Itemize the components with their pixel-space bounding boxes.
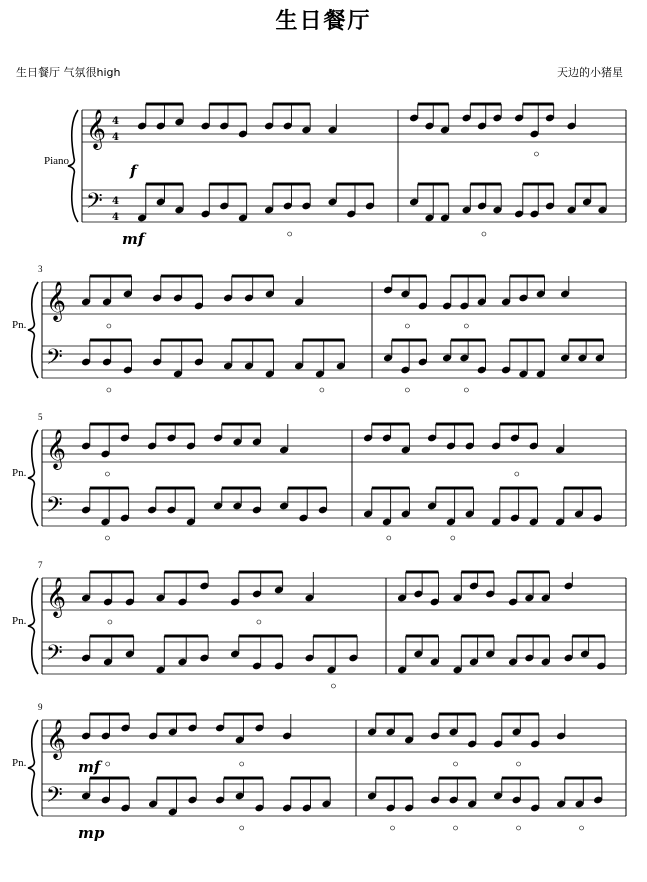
treble-clef-icon: 𝄞	[46, 577, 67, 617]
time-signature-bottom: 4	[112, 212, 119, 223]
grace-marker	[105, 536, 109, 540]
grace-marker	[107, 324, 111, 328]
dynamic-marking: mp	[78, 824, 105, 842]
grace-marker	[240, 826, 244, 830]
bass-clef-icon: 𝄢	[86, 189, 103, 219]
brace-icon	[28, 578, 38, 674]
grace-marker	[107, 388, 111, 392]
brace-icon	[28, 282, 38, 378]
grace-marker	[464, 324, 468, 328]
instrument-label: Pn.	[12, 319, 27, 331]
brace-icon	[68, 110, 78, 222]
system-2	[28, 276, 626, 392]
treble-clef-icon: 𝄞	[46, 429, 67, 469]
grace-marker	[454, 762, 458, 766]
instrument-label: Pn.	[12, 467, 27, 479]
grace-marker	[517, 762, 521, 766]
treble-clef-icon: 𝄞	[46, 281, 67, 321]
bass-clef-icon: 𝄢	[46, 493, 63, 523]
dynamic-marking: f	[130, 162, 137, 180]
dynamic-marking: mf	[78, 758, 101, 776]
composer: 天边的小猪星	[557, 66, 623, 79]
grace-marker	[106, 762, 110, 766]
measure-number: 3	[38, 264, 43, 274]
treble-clef-icon: 𝄞	[46, 719, 67, 759]
bass-clef-icon: 𝄢	[46, 783, 63, 813]
treble-clef-icon: 𝄞	[86, 109, 107, 149]
brace-icon	[28, 720, 38, 816]
system-3	[28, 424, 626, 540]
grace-marker	[240, 762, 244, 766]
grace-marker	[405, 324, 409, 328]
grace-marker	[331, 684, 335, 688]
system-4	[28, 572, 626, 688]
bass-clef-icon: 𝄢	[46, 641, 63, 671]
measure-number: 9	[38, 702, 43, 712]
time-signature-top: 4	[112, 196, 119, 207]
instrument-label: Piano	[44, 155, 70, 167]
brace-icon	[28, 430, 38, 526]
grace-marker	[405, 388, 409, 392]
grace-marker	[534, 152, 538, 156]
grace-marker	[580, 826, 584, 830]
grace-marker	[288, 232, 292, 236]
time-signature-top: 4	[112, 116, 119, 127]
grace-marker	[451, 536, 455, 540]
grace-marker	[108, 620, 112, 624]
grace-marker	[517, 826, 521, 830]
page-title: 生日餐厅	[275, 9, 372, 34]
instrument-label: Pn.	[12, 615, 27, 627]
instrument-label: Pn.	[12, 757, 27, 769]
grace-marker	[387, 536, 391, 540]
grace-marker	[454, 826, 458, 830]
grace-marker	[482, 232, 486, 236]
measure-number: 5	[38, 412, 43, 422]
grace-marker	[391, 826, 395, 830]
system-1	[68, 104, 626, 236]
grace-marker	[464, 388, 468, 392]
time-signature-bottom: 4	[112, 132, 119, 143]
measure-number: 7	[38, 560, 43, 570]
grace-marker	[320, 388, 324, 392]
grace-marker	[515, 472, 519, 476]
dynamic-marking: mf	[122, 230, 145, 248]
subtitle: 生日餐厅 气氛很high	[16, 66, 121, 79]
grace-marker	[257, 620, 261, 624]
bass-clef-icon: 𝄢	[46, 345, 63, 375]
system-5	[28, 714, 626, 830]
grace-marker	[105, 472, 109, 476]
